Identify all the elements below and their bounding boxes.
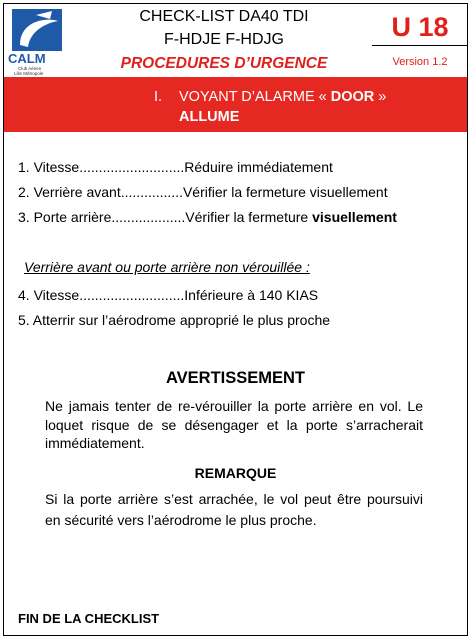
- warning-text: Ne jamais tenter de re-vérouiller la porte arrière en vol. Le loquet risque de se désengager et la porte s’arracherait immédiatement.: [45, 398, 423, 451]
- end-of-checklist: FIN DE LA CHECKLIST: [18, 611, 160, 626]
- procedure-banner: [4, 77, 467, 132]
- step-dots: ...................: [111, 209, 186, 225]
- step-label: 5. Atterrir sur l’aérodrome approprié le plus proche: [18, 312, 331, 328]
- step-action-bold: visuellement: [312, 209, 397, 225]
- header: [4, 4, 467, 77]
- section-title: PROCEDURES D’URGENCE: [120, 55, 328, 72]
- aircraft-registrations: F-HDJE F-HDJG: [164, 31, 284, 48]
- calm-logo: [6, 7, 66, 77]
- logo-subtext-1: Club Aérien: [18, 66, 42, 71]
- step-1: [18, 159, 333, 175]
- procedure-code: U 18: [391, 12, 449, 42]
- procedure-title-line2: ALLUME: [179, 109, 240, 125]
- procedure-title-suffix: »: [374, 89, 387, 105]
- checklist-page: [3, 3, 468, 636]
- step-label: 1. Vitesse: [18, 159, 80, 175]
- version-label: Version 1.2: [392, 56, 448, 68]
- doc-title: CHECK-LIST DA40 TDI: [139, 8, 309, 25]
- step-dots: ................: [120, 184, 183, 200]
- step-4: [18, 287, 318, 303]
- step-label: 4. Vitesse: [18, 287, 80, 303]
- logo-subtext-2: Lille Métropole: [14, 71, 44, 76]
- procedure-number: I.: [154, 89, 163, 105]
- code-divider: [372, 45, 468, 46]
- step-action: Réduire immédiatement: [184, 159, 333, 175]
- warning-title: AVERTISSEMENT: [165, 369, 306, 387]
- subheading: Verrière avant ou porte arrière non vérouillée :: [24, 259, 310, 275]
- step-5: [18, 312, 330, 328]
- procedure-title-door: DOOR: [330, 89, 375, 105]
- step-dots: ...........................: [79, 287, 185, 303]
- step-3: [18, 209, 397, 225]
- step-label: 3. Porte arrière: [18, 209, 112, 225]
- remark-title: REMARQUE: [194, 465, 277, 481]
- step-2: [18, 184, 388, 200]
- remark-text: Si la porte arrière s’est arrachée, le vol peut être poursuivi en sécurité vers l’aérodrome le plus proche.: [45, 491, 423, 528]
- step-action: Vérifier la fermeture visuellement: [182, 184, 388, 200]
- step-action: Inférieure à 140 KIAS: [184, 287, 319, 303]
- logo-text: CALM: [8, 51, 46, 66]
- step-label: 2. Verrière avant: [18, 184, 121, 200]
- step-action: Vérifier la fermeture: [185, 209, 313, 225]
- procedure-title-line1: [179, 89, 386, 105]
- step-dots: ...........................: [79, 159, 185, 175]
- procedure-title-prefix: VOYANT D’ALARME «: [179, 89, 331, 105]
